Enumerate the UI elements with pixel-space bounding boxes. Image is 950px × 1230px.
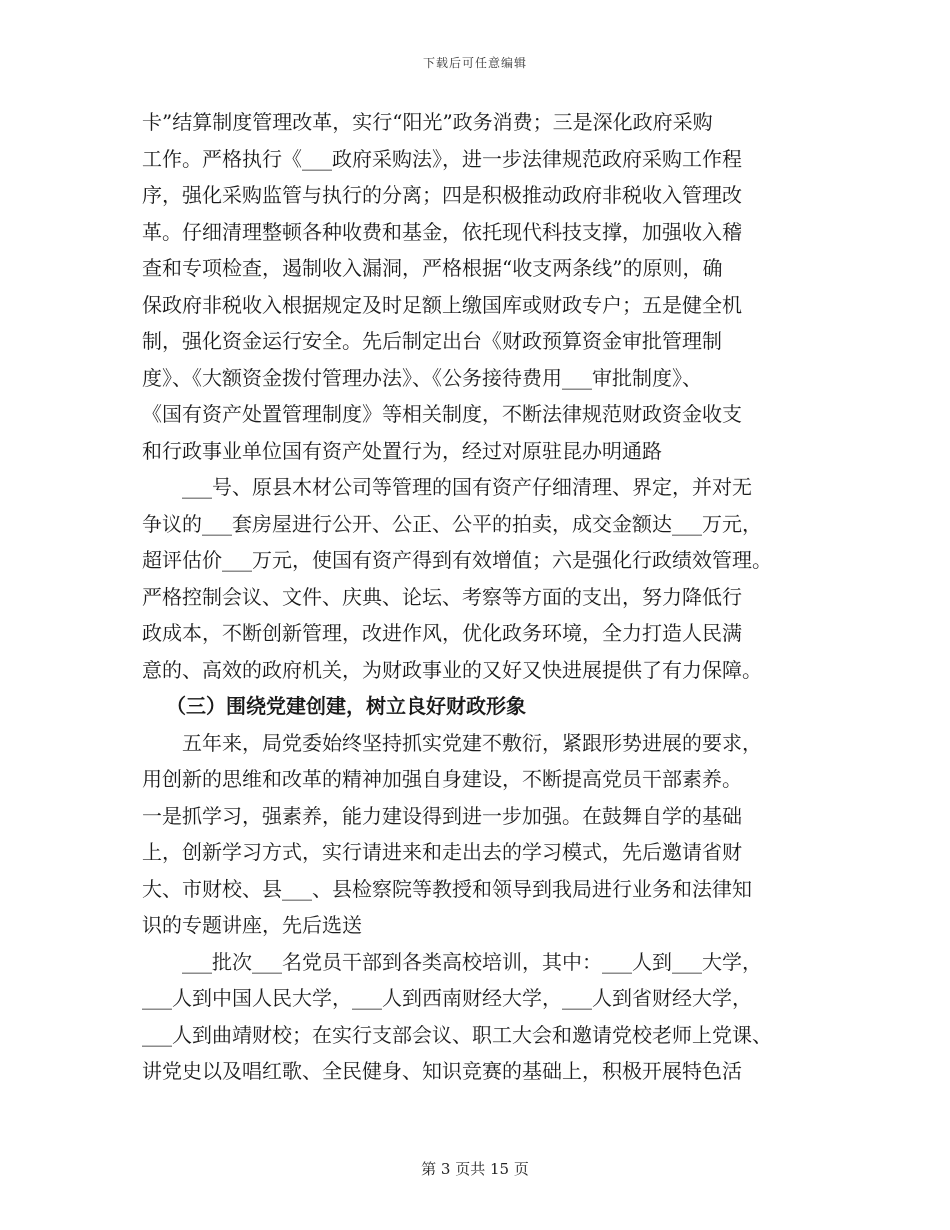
section-heading: （三）围绕党建创建，树立良好财政形象 <box>166 694 526 718</box>
text-line: 保政府非税收入根据规定及时足额上缴国库或财政专户；五是健全机 <box>142 292 742 317</box>
text-line: 超评估价___万元，使国有资产得到有效增值；六是强化行政绩效管理。 <box>142 548 772 572</box>
text-line: ___号、原县木材公司等管理的国有资产仔细清理、界定，并对无 <box>182 475 752 499</box>
text-line: 度》、《大额资金拨付管理办法》、《公务接待费用___审批制度》、 <box>142 365 702 390</box>
text-line: 和行政事业单位国有资产处置行为，经过对原驻昆办明通路 <box>142 438 662 463</box>
text-line: 工作。严格执行《___政府采购法》，进一步法律规范政府采购工作程 <box>142 146 742 171</box>
page-footer: 第 3 页共 15 页 <box>421 1160 529 1178</box>
text-line: 卡”结算制度管理改革，实行“阳光”政务消费；三是深化政府采购 <box>142 110 713 134</box>
text-line: ___人到中国人民大学，___人到西南财经大学，___人到省财经大学， <box>142 986 752 1010</box>
text-line: 上，创新学习方式，实行请进来和走出去的学习模式，先后邀请省财 <box>142 840 742 864</box>
text-line: 制，强化资金运行安全。先后制定出台《财政预算资金审批管理制 <box>142 329 722 353</box>
text-line: 讲党史以及唱红歌、全民健身、知识竞赛的基础上，积极开展特色活 <box>142 1059 742 1083</box>
text-line: 一是抓学习，强素养，能力建设得到进一步加强。在鼓舞自学的基础 <box>142 803 742 828</box>
page-header: 下载后可任意编辑 <box>422 56 527 70</box>
text-line: 五年来，局党委始终坚持抓实党建不敷衍，紧跟形势进展的要求， <box>182 730 762 755</box>
text-line: 革。仔细清理整顿各种收费和基金，依托现代科技支撑，加强收入稽 <box>142 219 742 244</box>
text-line: 识的专题讲座，先后选送 <box>142 913 362 937</box>
document-body <box>142 104 812 1090</box>
text-line: 用创新的思维和改革的精神加强自身建设，不断提高党员干部素养。 <box>142 767 742 791</box>
text-line: 争议的___套房屋进行公开、公正、公平的拍卖，成交金额达___万元， <box>142 511 762 536</box>
text-line: 序，强化采购监管与执行的分离；四是积极推动政府非税收入管理改 <box>142 183 742 207</box>
text-line: ___批次___名党员干部到各类高校培训，其中：___人到___大学， <box>182 949 762 974</box>
text-line: 《国有资产处置管理制度》等相关制度，不断法律规范财政资金收支 <box>142 402 742 426</box>
text-line: 政成本，不断创新管理，改进作风，优化政务环境，全力打造人民满 <box>142 621 742 645</box>
text-line: 意的、高效的政府机关，为财政事业的又好又快进展提供了有力保障。 <box>142 657 762 682</box>
text-line: 严格控制会议、文件、庆典、论坛、考察等方面的支出，努力降低行 <box>142 584 742 609</box>
text-line: 大、市财校、县___、县检察院等教授和领导到我局进行业务和法律知 <box>142 876 752 901</box>
text-line: ___人到曲靖财校；在实行支部会议、职工大会和邀请党校老师上党课、 <box>142 1022 772 1047</box>
text-line: 查和专项检查，遏制收入漏洞，严格根据“收支两条线”的原则，确 <box>142 256 723 280</box>
